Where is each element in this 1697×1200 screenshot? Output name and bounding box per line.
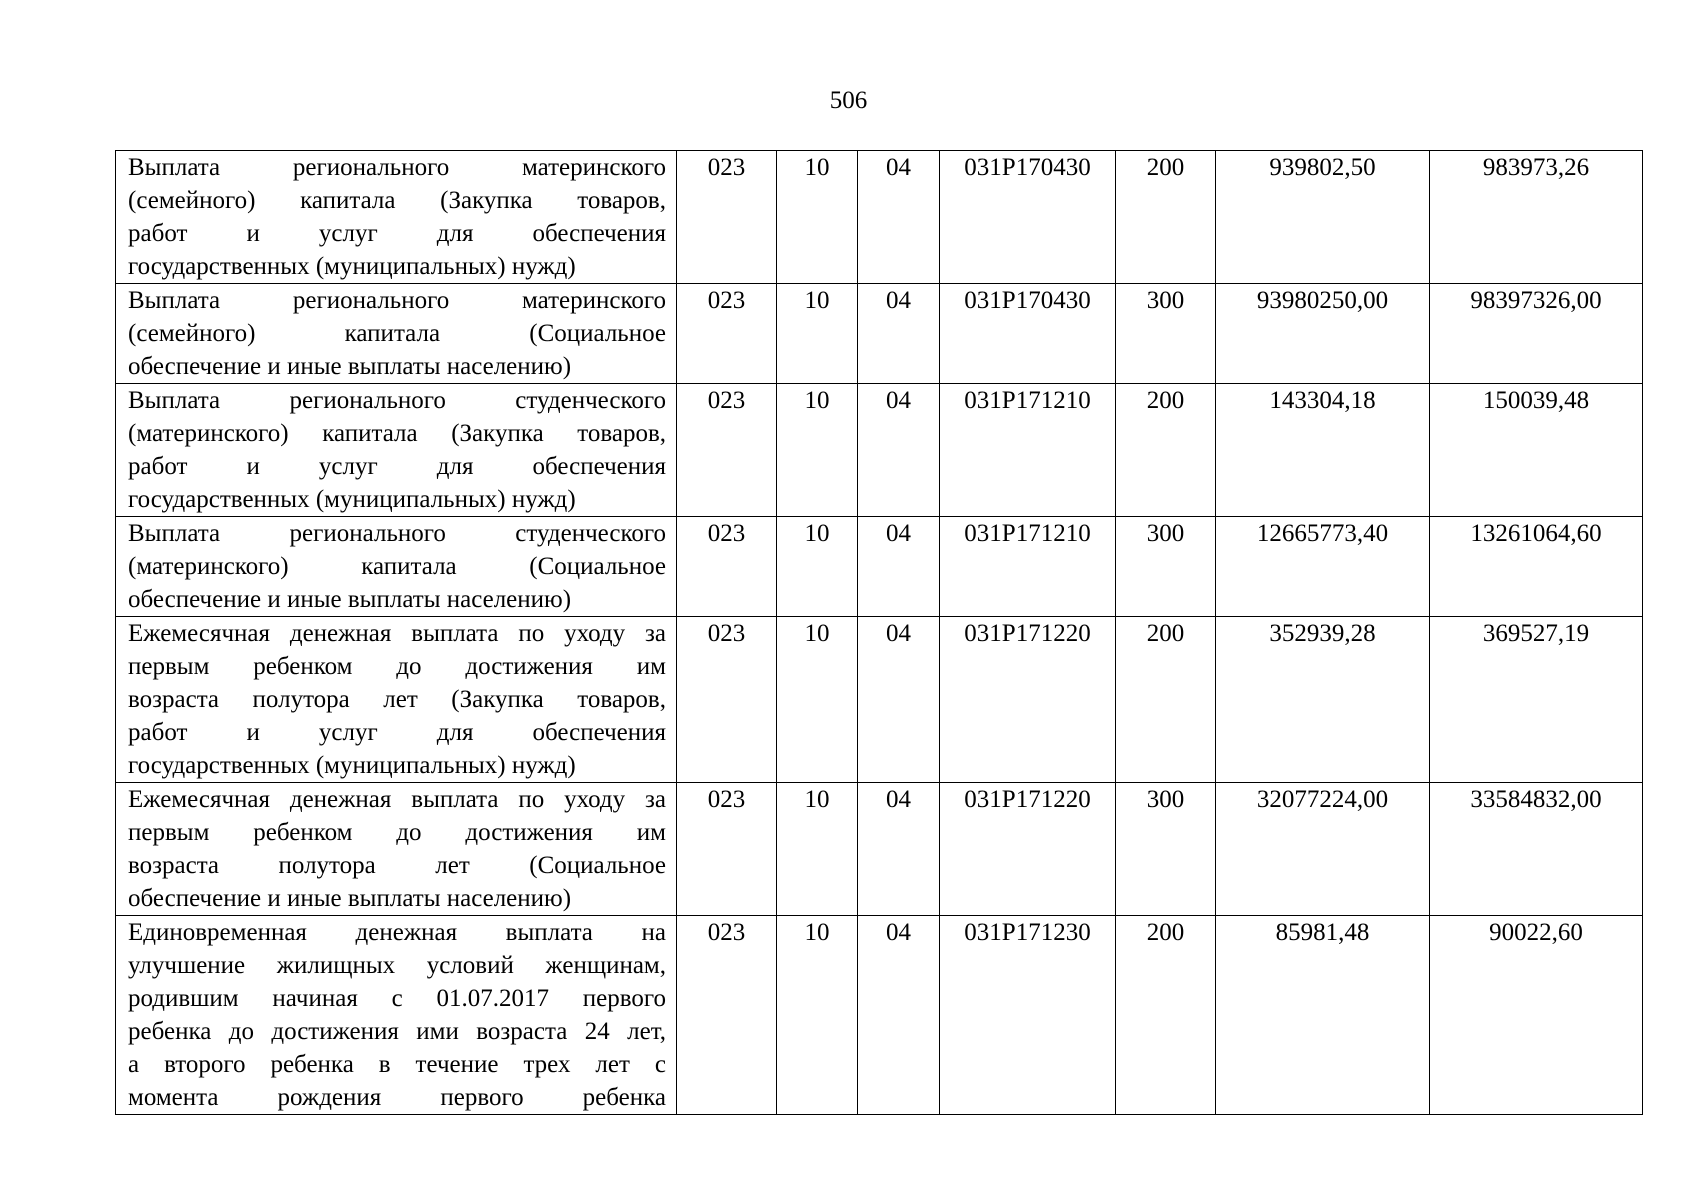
amount-1-cell: 939802,50	[1216, 151, 1430, 284]
expense-type-cell: 300	[1116, 517, 1216, 617]
amount-1-cell: 32077224,00	[1216, 783, 1430, 916]
description-line: Выплата регионального материнского	[128, 287, 666, 314]
description-line: работ и услуг для обеспечения	[128, 220, 666, 247]
description-line: работ и услуг для обеспечения	[128, 719, 666, 746]
description-line: Ежемесячная денежная выплата по уходу за	[128, 620, 666, 647]
description-line: возраста полутора лет (Социальное	[128, 852, 666, 879]
description-line: а второго ребенка в течение трех лет с	[128, 1051, 666, 1078]
description-line: государственных (муниципальных) нужд)	[128, 253, 576, 280]
description-line: (семейного) капитала (Социальное	[128, 320, 666, 347]
description-line: Выплата регионального студенческого	[128, 520, 666, 547]
description-line: Выплата регионального студенческого	[128, 387, 666, 414]
description-cell	[116, 916, 677, 1115]
section-code-cell: 10	[777, 783, 858, 916]
expense-type-cell: 200	[1116, 384, 1216, 517]
target-article-cell: 031P171220	[940, 617, 1116, 783]
description-line: государственных (муниципальных) нужд)	[128, 486, 576, 513]
description-line: обеспечение и иные выплаты населению)	[128, 885, 572, 912]
description-line: улучшение жилищных условий женщинам,	[128, 952, 666, 979]
expense-type-cell: 300	[1116, 783, 1216, 916]
amount-2-cell: 13261064,60	[1430, 517, 1643, 617]
amount-1-cell: 143304,18	[1216, 384, 1430, 517]
subsection-code-cell: 04	[858, 617, 940, 783]
description-cell	[116, 617, 677, 783]
target-article-cell: 031P171220	[940, 783, 1116, 916]
description-line: обеспечение и иные выплаты населению)	[128, 353, 572, 380]
description-line: работ и услуг для обеспечения	[128, 453, 666, 480]
description-line: ребенка до достижения ими возраста 24 лет,	[128, 1018, 666, 1045]
table-row	[116, 617, 1643, 783]
description-cell	[116, 284, 677, 384]
section-code-cell: 10	[777, 617, 858, 783]
subsection-code-cell: 04	[858, 284, 940, 384]
amount-1-cell: 352939,28	[1216, 617, 1430, 783]
amount-2-cell: 33584832,00	[1430, 783, 1643, 916]
description-line: родившим начиная с 01.07.2017 первого	[128, 985, 666, 1012]
amount-2-cell: 150039,48	[1430, 384, 1643, 517]
section-code-cell: 10	[777, 151, 858, 284]
description-cell	[116, 783, 677, 916]
description-line: обеспечение и иные выплаты населению)	[128, 586, 572, 613]
description-cell	[116, 384, 677, 517]
target-article-cell: 031P171230	[940, 916, 1116, 1115]
ministry-code-cell: 023	[677, 617, 777, 783]
description-line: Единовременная денежная выплата на	[128, 919, 666, 946]
subsection-code-cell: 04	[858, 783, 940, 916]
amount-2-cell: 90022,60	[1430, 916, 1643, 1115]
description-line: (семейного) капитала (Закупка товаров,	[128, 187, 666, 214]
expense-type-cell: 200	[1116, 151, 1216, 284]
amount-2-cell: 98397326,00	[1430, 284, 1643, 384]
description-cell	[116, 517, 677, 617]
ministry-code-cell: 023	[677, 284, 777, 384]
ministry-code-cell: 023	[677, 783, 777, 916]
subsection-code-cell: 04	[858, 151, 940, 284]
description-line: (материнского) капитала (Закупка товаров,	[128, 420, 666, 447]
ministry-code-cell: 023	[677, 517, 777, 617]
amount-2-cell: 369527,19	[1430, 617, 1643, 783]
amount-2-cell: 983973,26	[1430, 151, 1643, 284]
description-line: (материнского) капитала (Социальное	[128, 553, 666, 580]
table-row	[116, 284, 1643, 384]
amount-1-cell: 12665773,40	[1216, 517, 1430, 617]
amount-1-cell: 93980250,00	[1216, 284, 1430, 384]
description-line: Выплата регионального материнского	[128, 154, 666, 181]
ministry-code-cell: 023	[677, 916, 777, 1115]
target-article-cell: 031P170430	[940, 151, 1116, 284]
ministry-code-cell: 023	[677, 384, 777, 517]
target-article-cell: 031P170430	[940, 284, 1116, 384]
table-row	[116, 384, 1643, 517]
expense-type-cell: 300	[1116, 284, 1216, 384]
description-line: первым ребенком до достижения им	[128, 819, 666, 846]
table-row	[116, 517, 1643, 617]
section-code-cell: 10	[777, 384, 858, 517]
ministry-code-cell: 023	[677, 151, 777, 284]
description-line: государственных (муниципальных) нужд)	[128, 752, 576, 779]
budget-table	[115, 150, 1643, 1115]
section-code-cell: 10	[777, 517, 858, 617]
page-number: 506	[829, 87, 868, 114]
subsection-code-cell: 04	[858, 384, 940, 517]
amount-1-cell: 85981,48	[1216, 916, 1430, 1115]
description-line: первым ребенком до достижения им	[128, 653, 666, 680]
table-row	[116, 783, 1643, 916]
description-line: момента рождения первого ребенка	[128, 1084, 666, 1111]
expense-type-cell: 200	[1116, 916, 1216, 1115]
table-row	[116, 916, 1643, 1115]
expense-type-cell: 200	[1116, 617, 1216, 783]
section-code-cell: 10	[777, 284, 858, 384]
target-article-cell: 031P171210	[940, 384, 1116, 517]
subsection-code-cell: 04	[858, 916, 940, 1115]
description-line: Ежемесячная денежная выплата по уходу за	[128, 786, 666, 813]
description-line: возраста полутора лет (Закупка товаров,	[128, 686, 666, 713]
section-code-cell: 10	[777, 916, 858, 1115]
target-article-cell: 031P171210	[940, 517, 1116, 617]
table-row	[116, 151, 1643, 284]
description-cell	[116, 151, 677, 284]
subsection-code-cell: 04	[858, 517, 940, 617]
